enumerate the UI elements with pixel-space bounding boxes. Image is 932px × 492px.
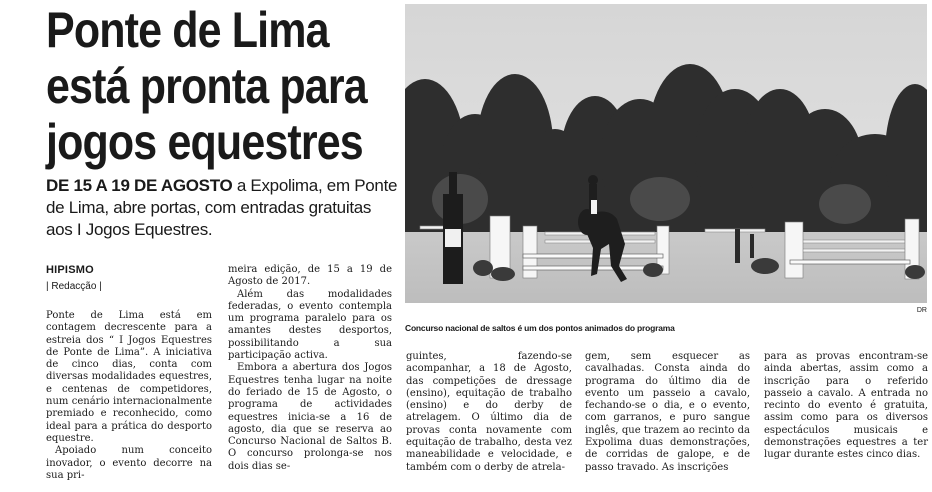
body-paragraph: guintes, fazendo-se acompanhar, a 18 de Agosto, das competições de dressage (ensino), equitação de trabalho (ensino) e do derby de atrelagem. O último dia de provas conta novamente com equitação de trabalho, desta vez maneabilidade e velocidade, e também com o derby de atrela-	[406, 351, 572, 473]
body-paragraph: Apoiado num conceito inovador, o evento decorre na sua pri-	[46, 445, 212, 481]
body-paragraph: gem, sem esquecer as cavalhadas. Consta ainda do programa do último dia de evento um passeio a cavalo, fechando-se o dia, e o evento, com garranos, e puro sangue inglês, que trazem ao recinto da Expolima duas demonstrações, de corridas de galope, e de passo travado. As inscrições	[585, 351, 750, 473]
body-paragraph: meira edição, de 15 a 19 de Agosto de 2017.	[228, 264, 392, 288]
body-column-3	[406, 351, 572, 474]
headline-line-1: Ponte de Lima	[46, 2, 329, 58]
headline	[46, 2, 367, 170]
lead-dates: DE 15 A 19 DE AGOSTO	[46, 176, 233, 195]
photo-caption: Concurso nacional de saltos é um dos pontos animados do programa	[405, 323, 675, 333]
lead-paragraph	[46, 175, 398, 241]
section-tag: HIPISMO	[46, 264, 94, 276]
body-paragraph: para as provas encontram-se ainda abertas, assim como a inscrição para o referido passeio a cavalo. A entrada no recinto do evento é gratuita, assim como para os diversos espectáculos musicais e demonstrações equestres a ter lugar durante estes cinco dias.	[764, 351, 928, 461]
headline-line-3: jogos equestres	[46, 114, 363, 170]
body-column-1	[46, 310, 212, 482]
body-column-2	[228, 264, 392, 473]
show-jumping-illustration	[405, 4, 927, 303]
photo-credit: DR	[916, 307, 927, 314]
body-paragraph: Ponte de Lima está em contagem decrescente para a estreia dos “ I Jogos Equestres de Ponte de Lima”. A iniciativa de cinco dias, conta com diversas modalidades equestres, e centenas de competidores, num cenário internacionalmente premiado e reconhecido, como ideal para a prática do desporto equestre.	[46, 310, 212, 444]
lead-text: a Expolima, em Ponte de Lima, abre portas, com entradas gratuitas aos I Jogos Equestres.	[46, 176, 398, 239]
body-paragraph: Além das modalidades federadas, o evento contempla um programa paralelo para os amantes destes desportos, possibilitando a sua participação activa.	[228, 288, 392, 362]
body-paragraph: Embora a abertura dos Jogos Equestres tenha lugar na noite do feriado de 15 de Agosto, o programa de actividades equestres inicia-se a 16 de agosto, dia que se reserva ao Concurso Nacional de Saltos B. O concurso prolonga-se nos dois dias se-	[228, 362, 392, 472]
body-column-4	[585, 351, 750, 474]
body-column-5	[764, 351, 928, 462]
headline-line-2: está pronta para	[46, 58, 367, 114]
byline: | Redacção |	[46, 281, 102, 292]
show-jumping-photo	[405, 4, 927, 303]
